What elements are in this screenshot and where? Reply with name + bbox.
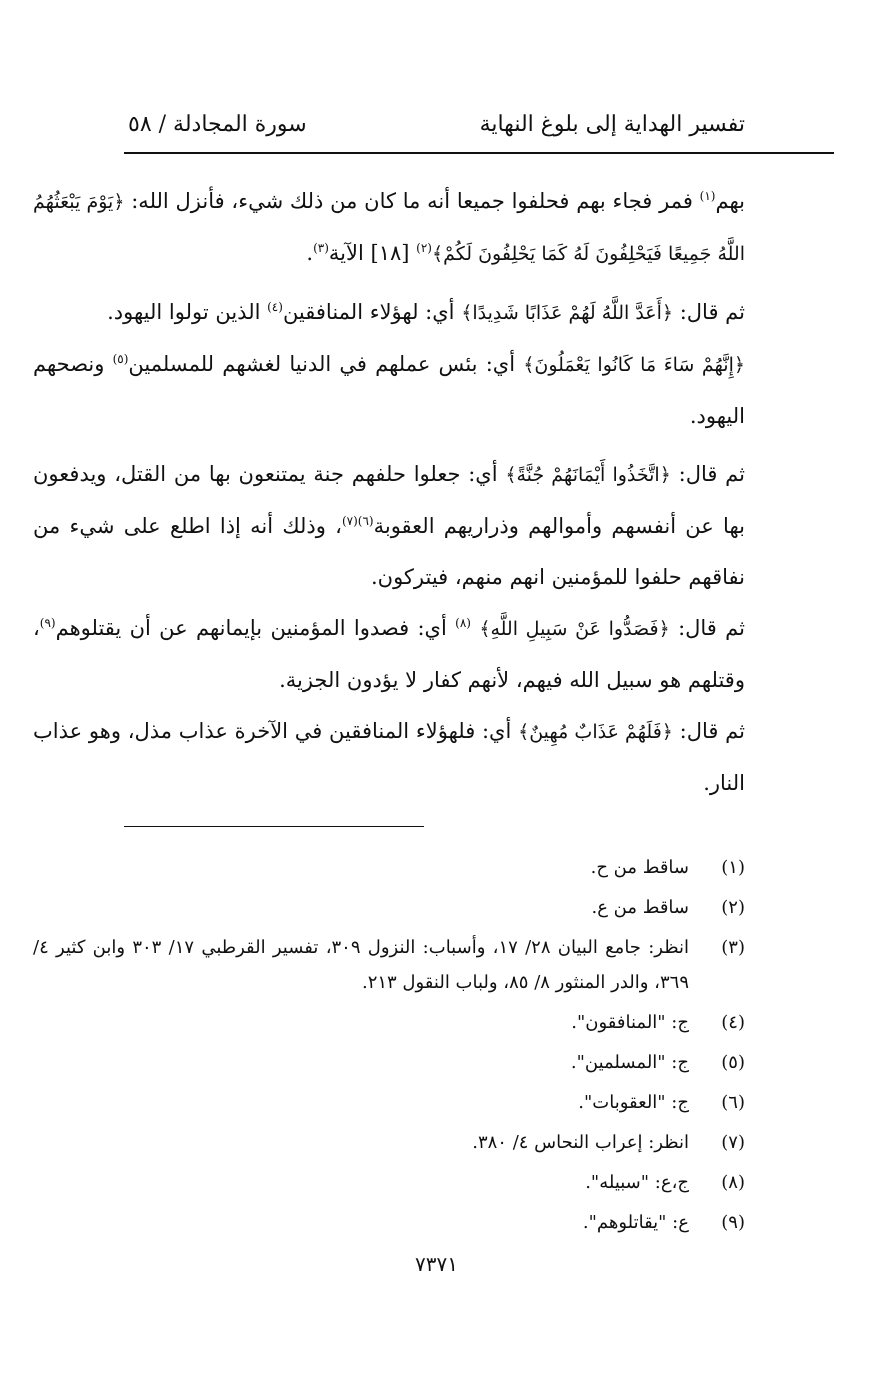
paragraph-5 xyxy=(33,603,745,706)
footnote-text: انظر: إعراب النحاس ٤/ ٣٨٠. xyxy=(472,1132,689,1153)
footnote-marker: (٤) xyxy=(267,300,283,314)
footnote-item xyxy=(33,850,745,885)
text-run: [١٨] الآية xyxy=(328,241,417,265)
text-run: أي: فلهؤلاء المنافقين في الآخرة عذاب مذل، وهو عذاب النار. xyxy=(33,719,745,795)
footnote-item xyxy=(33,1045,745,1080)
footnote-number: (٥) xyxy=(721,1052,745,1073)
footnote-marker: (١) xyxy=(699,189,716,203)
footnote-item xyxy=(33,1085,745,1120)
footnote-marker: (٦)(٧) xyxy=(341,514,374,528)
text-run: ثم قال: xyxy=(669,616,745,640)
quran-verse: ﴿أَعَدَّ اللَّهُ لَهُمْ عَذَابًا شَدِيدًا﴾ xyxy=(461,302,674,324)
running-head-book-title: تفسير الهداية إلى بلوغ النهاية xyxy=(479,112,745,137)
footnote-item xyxy=(33,1205,745,1240)
footnote-marker: (٩) xyxy=(39,616,56,630)
quran-verse: ﴿اتَّخَذُوا أَيْمَانَهُمْ جُنَّةً﴾ xyxy=(505,464,671,486)
footnote-marker: (٢) xyxy=(416,241,432,255)
footnote-item xyxy=(33,930,745,1000)
paragraph-2 xyxy=(33,287,745,339)
footnote-number: (٢) xyxy=(721,897,745,918)
paragraph-3 xyxy=(33,339,745,442)
footnote-number: (٨) xyxy=(721,1172,745,1193)
footnote-text: ساقط من ح. xyxy=(590,857,689,878)
header-divider xyxy=(124,152,834,154)
paragraph-4 xyxy=(33,449,745,603)
footnote-item xyxy=(33,1005,745,1040)
footnote-marker: (٥) xyxy=(112,352,129,366)
footnote-number: (٦) xyxy=(721,1092,745,1113)
footnote-item xyxy=(33,890,745,925)
paragraph-1 xyxy=(33,176,745,280)
footnote-text: انظر: جامع البيان ٢٨/ ١٧، وأسباب: النزول ٣٠٩، تفسير القرطبي ١٧/ ٣٠٣ وابن كثير ٤/ ٣٦٩، والدر المنثور ٨/ ٨٥، ولباب النقول ٢١٣. xyxy=(33,937,689,993)
footnote-divider xyxy=(124,826,424,827)
footnote-text: ج،ع: "سبيله". xyxy=(585,1172,689,1193)
footnote-text: ج: "المسلمين". xyxy=(570,1052,689,1073)
footnote-number: (٤) xyxy=(721,1012,745,1033)
footnotes xyxy=(33,850,745,1245)
footnote-number: (١) xyxy=(721,857,745,878)
text-run: أي: لهؤلاء المنافقين xyxy=(282,300,462,324)
quran-verse: ﴿يَوْمَ يَبْعَثُهُمُ اللَّهُ جَمِيعًا فَيَحْلِفُونَ لَهُ كَمَا يَحْلِفُونَ لَكُمْ﴾ xyxy=(33,191,745,265)
footnote-item xyxy=(33,1125,745,1160)
footnote-text: ع: "يقاتلوهم". xyxy=(582,1212,689,1233)
quran-verse: ﴿فَصَدُّوا عَنْ سَبِيلِ اللَّهِ﴾ xyxy=(479,618,670,640)
page-number: ٧٣٧١ xyxy=(415,1252,458,1276)
footnote-text: ج: "العقوبات". xyxy=(578,1092,689,1113)
text-run: الذين تولوا اليهود. xyxy=(107,300,268,324)
text-run: بهم xyxy=(715,189,745,213)
footnote-number: (٣) xyxy=(721,937,745,958)
quran-verse: ﴿إِنَّهُمْ سَاءَ مَا كَانُوا يَعْمَلُونَ﴾ xyxy=(523,354,745,376)
text-run: فمر فجاء بهم فحلفوا جميعا أنه ما كان من ذلك شيء، فأنزل الله: xyxy=(124,189,700,213)
quran-verse: ﴿فَلَهُمْ عَذَابٌ مُهِينٌ﴾ xyxy=(518,721,673,743)
text-run: ثم قال: xyxy=(673,300,745,324)
footnote-number: (٩) xyxy=(721,1212,745,1233)
footnote-text: ساقط من ع. xyxy=(591,897,689,918)
running-head-surah-page: سورة المجادلة / ٥٨ xyxy=(128,112,307,137)
footnote-number: (٧) xyxy=(721,1132,745,1153)
main-text xyxy=(33,176,745,809)
paragraph-6 xyxy=(33,706,745,809)
text-run: ثم قال: xyxy=(672,719,745,743)
text-run: ، وقتلهم هو سبيل الله فيهم، لأنهم كفار لا يؤدون الجزية. xyxy=(33,616,745,692)
footnote-marker: (٨) xyxy=(455,616,471,630)
text-run: ونصحهم اليهود. xyxy=(33,352,745,428)
text-run: أي: بئس عملهم في الدنيا لغشهم للمسلمين xyxy=(128,352,524,376)
footnote-text: ج: "المنافقون". xyxy=(571,1012,689,1033)
text-run: ثم قال: xyxy=(670,462,745,486)
text-run: ، وذلك أنه إذا اطلع على شيء من نفاقهم حلفوا للمؤمنين انهم منهم، فيتركون. xyxy=(33,514,745,589)
footnote-marker: (٣) xyxy=(313,241,329,255)
footnote-item xyxy=(33,1165,745,1200)
text-run: . xyxy=(306,241,314,265)
text-run: أي: فصدوا المؤمنين بإيمانهم عن أن يقتلوهم xyxy=(55,616,456,640)
text-run: أي: جعلوا حلفهم جنة يمتنعون بها من القتل، ويدفعون بها عن أنفسهم وأموالهم وذراريهم العقوبة xyxy=(33,462,745,538)
